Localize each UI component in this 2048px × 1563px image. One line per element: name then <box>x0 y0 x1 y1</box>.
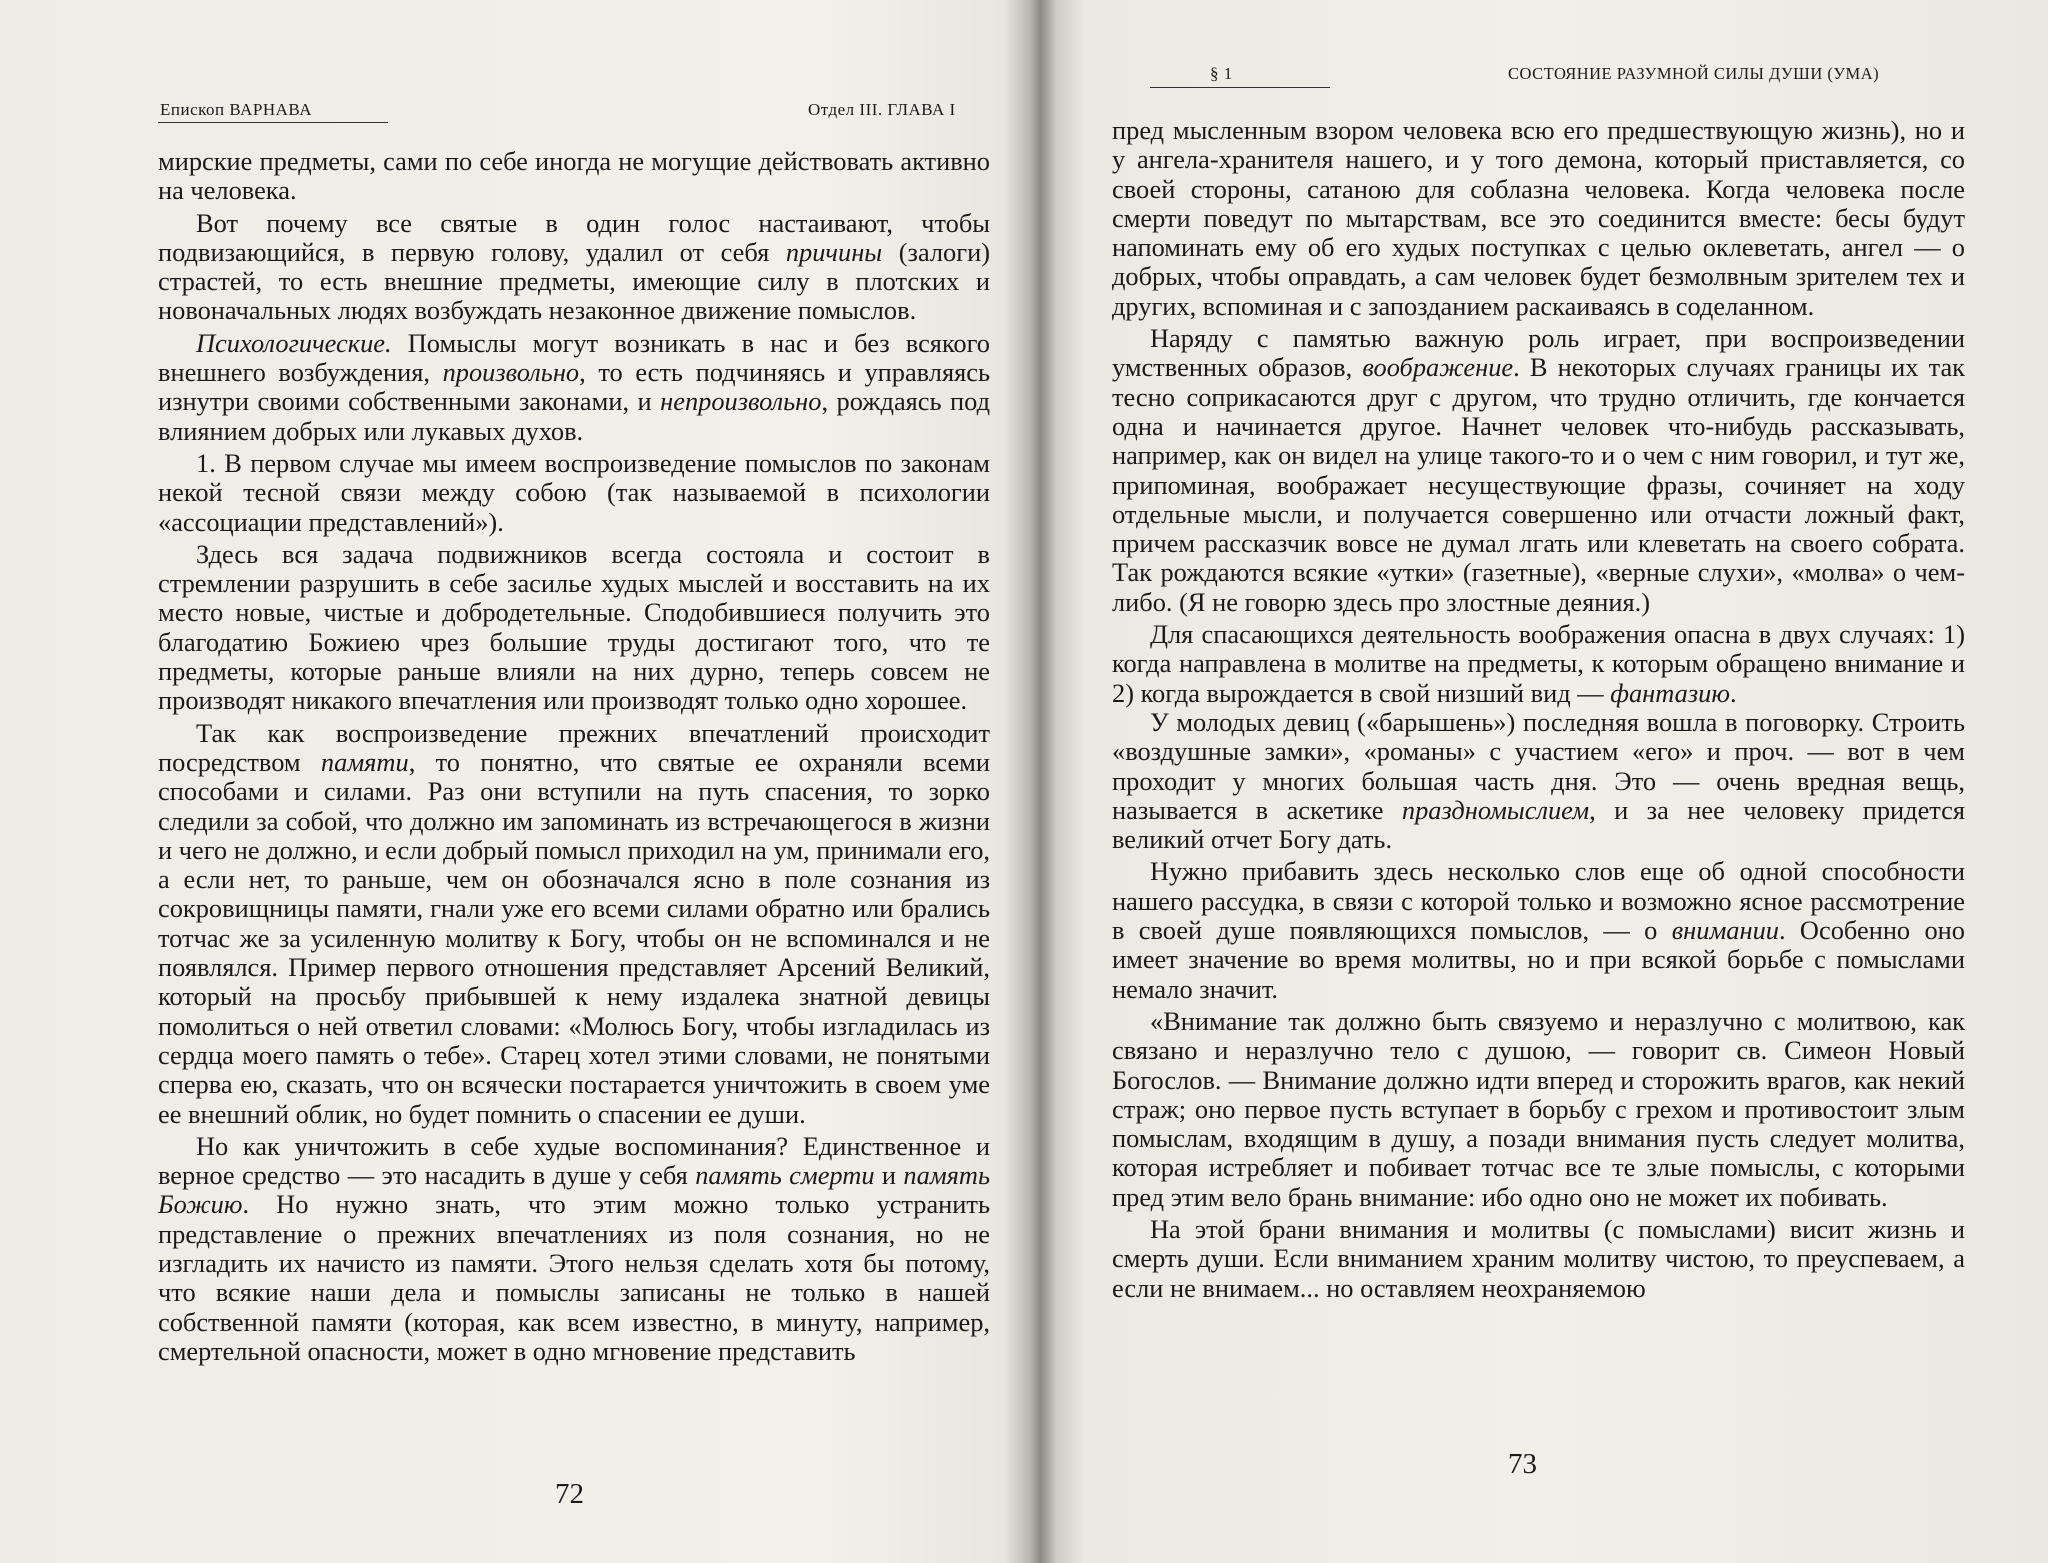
paragraph: Нужно прибавить здесь несколько слов еще об одной способности нашего рассудка, в связи с которой только и возможно ясное рассмотрение в своей душе появляющихся помыслов, — о внимании. Особенно оно имеет значение во время молитвы, но и при всякой борьбе с помыслами немало значит. <box>1112 856 1965 1004</box>
paragraph: Вот почему все святые в один голос настаивают, чтобы подвизающийся, в первую голову, удалил от себя причины (залоги) страстей, то есть внешние предметы, имеющие силу в плотских и новоначальных людях возбуждать незаконное движение помыслов. <box>158 207 990 326</box>
paragraph: Так как воспроизведение прежних впечатлений происходит посредством памяти, то понятно, что святые ее охраняли всеми способами и силами. Раз они вступили на путь спасения, то зорко следили за собой, что должно им запоминать из встречающегося в жизни и чего не должно, и если добрый помысл приходил на ум, принимали его, а если нет, то раньше, чем он обозначался ясно в поле сознания из сокровищницы памяти, гнали уже его всеми силами обратно или брались тотчас же за усиленную молитву к Богу, чтобы он не вспоминался и не появлялся. Пример первого отношения представляет Арсений Великий, который на просьбу прибывшей к нему издалека знатной девицы помолиться о ней ответил словами: «Молюсь Богу, чтобы изгладилась из сердца моего память о тебе». Старец хотел этими словами, не понятыми сперва ею, сказать, что он всячески постарается уничтожить в своем уме ее внешний облик, но будет помнить о спасении ее души. <box>158 717 990 1129</box>
header-rule <box>158 122 388 123</box>
paragraph: пред мысленным взором человека всю его предшествующую жизнь), но и у ангела-хранителя нашего, и у того демона, который приставляется, со своей стороны, сатаною для соблазна человека. Когда человека после смерти поведут по мытарствам, все это соединится вместе: бесы будут напоминать ему об его худых поступках с целью оклеветать, ангел — о добрых, чтобы оправдать, а сам человек будет безмолвным зрителем тех и других, вспоминая и с запозданием раскаиваясь в соделанном. <box>1112 115 1965 321</box>
left-page <box>0 0 1010 1563</box>
running-header-section: Отдел III. ГЛАВА I <box>808 100 956 119</box>
running-header-author: Епископ ВАРНАВА <box>160 100 312 119</box>
left-page-text <box>158 147 990 1366</box>
paragraph: 1. В первом случае мы имеем воспроизведение помыслов по законам некой тесной связи между собою (так называемой в психологии «ассоциации представлений»). <box>158 447 990 537</box>
running-header-section-mark: § 1 <box>1210 64 1233 83</box>
right-page-text <box>1112 116 1965 1303</box>
paragraph: Но как уничтожить в себе худые воспоминания? Единственное и верное средство — это насадить в душе у себя память смерти и память Божию. Но нужно знать, что этим можно только устранить представление о прежних впечатлениях из поля сознания, но не изгладить их начисто из памяти. Этого нельзя сделать хотя бы потому, что всякие наши дела и помыслы записаны не только в нашей собственной памяти (которая, как всем известно, в минуту, например, смертельной опасности, может в одно мгновение представить <box>158 1130 990 1366</box>
paragraph: мирские предметы, сами по себе иногда не могущие действовать активно на человека. <box>158 146 990 206</box>
paragraph: У молодых девиц («барышень») последняя вошла в поговорку. Строить «воздушные замки», «романы» с участием «его» и проч. — вот в чем проходит у многих большая часть дня. Это — очень вредная вещь, называется в аскетике праздномыслием, и за нее человеку придется великий отчет Богу дать. <box>1112 706 1965 855</box>
header-rule <box>1150 87 1330 88</box>
right-page <box>1030 0 2048 1563</box>
page-number: 73 <box>1508 1448 1537 1480</box>
paragraph: Психологические. Помыслы могут возникать в нас и без всякого внешнего возбуждения, произвольно, то есть подчиняясь и управляясь изнутри своими собственными законами, и непроизвольно, рождаясь под влиянием добрых или лукавых духов. <box>158 327 991 446</box>
paragraph: На этой брани внимания и молитвы (с помыслами) висит жизнь и смерть души. Если вниманием храним молитву чистою, то преуспеваем, а если не внимаем... но оставляем неохраняемою <box>1112 1213 1965 1303</box>
paragraph: Для спасающихся деятельность воображения опасна в двух случаях: 1) когда направлена в молитве на предметы, к которым обращено внимание и 2) когда вырождается в свой низший вид — фантазию. <box>1112 619 1965 708</box>
paragraph: Наряду с памятью важную роль играет, при воспроизведении умственных образов, воображение. В некоторых случаях границы их так тесно соприкасаются друг с другом, что трудно отличить, где кончается одна и начинается другое. Начнет человек что-нибудь рассказывать, например, как он видел на улице такого-то и о чем с ним говорил, и тут же, припоминая, воображает несуществующие фразы, сочиняет на ходу отдельные мысли, и получается совершенно или отчасти ложный факт, причем рассказчик вовсе не думал лгать или клеветать на своего собрата. Так рождаются всякие «утки» (газетные), «верные слухи», «молва» о чем-либо. (Я не говорю здесь про злостные деяния.) <box>1112 323 1965 617</box>
running-header-title: СОСТОЯНИЕ РАЗУМНОЙ СИЛЫ ДУШИ (УМА) <box>1508 64 1880 83</box>
page-number: 72 <box>555 1478 584 1510</box>
paragraph: Здесь вся задача подвижников всегда состояла и состоит в стремлении разрушить в себе засилье худых мыслей и восставить на их место новые, чистые и добродетельные. Сподобившиеся получить это благодатию Божиею чрез большие труды достигают того, что те предметы, которые раньше влияли на них дурно, теперь совсем не производят никакого впечатления или производят только одно хорошее. <box>158 538 990 716</box>
paragraph: «Внимание так должно быть связуемо и неразлучно с молитвою, как связано и неразлучно тело с душою, — говорит св. Симеон Новый Богослов. — Внимание должно идти вперед и сторожить врагов, как некий страж; оно первое пусть вступает в борьбу с грехом и противостоит злым помыслам, входящим в душу, а позади внимания пусть следует молитва, которая истребляет и побивает тотчас все те злые помыслы, с которыми пред этим вело брань внимание: ибо одно оно не может их побивать. <box>1112 1005 1965 1212</box>
